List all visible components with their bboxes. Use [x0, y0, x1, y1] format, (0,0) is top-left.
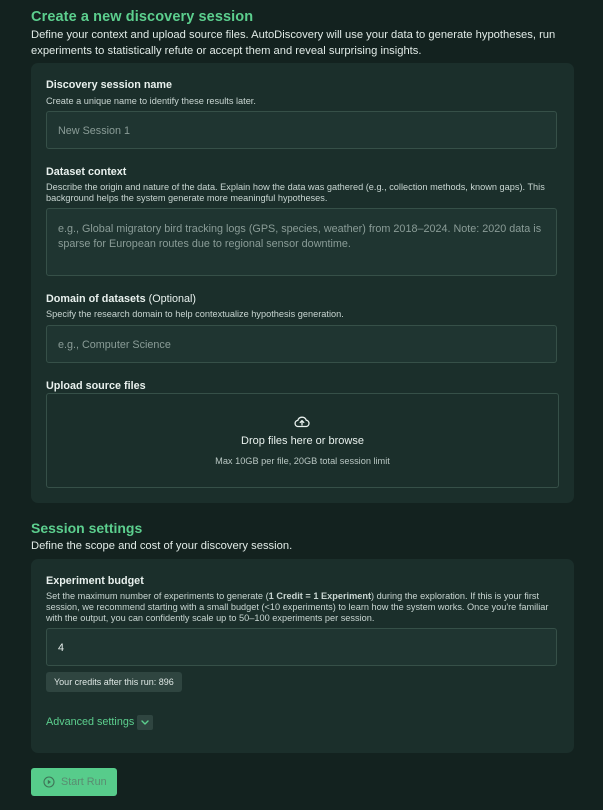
chevron-down-icon: [137, 715, 153, 730]
domain-label-text: Domain of datasets: [46, 293, 146, 305]
budget-description: [46, 591, 562, 625]
dataset-context-textarea[interactable]: [46, 208, 557, 276]
page-title: Create a new discovery session: [31, 9, 254, 25]
budget-value: 4: [58, 642, 65, 654]
budget-desc-post: ) during the exploration. If this is your first: [371, 591, 540, 601]
domain-label: [46, 293, 196, 305]
budget-desc-bold: 1 Credit = 1 Experiment: [268, 591, 372, 601]
dataset-context-placeholder-line-1: e.g., Global migratory bird tracking logs (GPS, species, weather) from 2018–2024. Note: 2020 data is: [58, 223, 542, 235]
budget-input[interactable]: [46, 628, 557, 666]
budget-description-line-2: session, we recommend starting with a small budget (<10 experiments) to learn how the system works. Once you're familiar: [46, 602, 549, 613]
domain-optional-tag: (Optional): [148, 293, 196, 305]
session-name-placeholder: New Session 1: [58, 125, 131, 137]
settings-intro: Define the scope and cost of your discovery session.: [31, 540, 293, 552]
domain-description: Specify the research domain to help contextualize hypothesis generation.: [46, 309, 344, 319]
session-name-description: Create a unique name to identify these results later.: [46, 96, 256, 106]
start-run-label: Start Run: [61, 776, 107, 788]
dataset-context-description-line-2: background helps the system generate more meaningful hypotheses.: [46, 193, 328, 204]
budget-description-line-3: with the output, you can confidently scale up to 50–100 experiments per session.: [46, 613, 375, 624]
session-name-input[interactable]: [46, 111, 557, 149]
dataset-context-description: [46, 182, 562, 204]
domain-input[interactable]: [46, 325, 557, 363]
file-dropzone[interactable]: [46, 393, 559, 488]
advanced-settings-toggle[interactable]: Advanced settings: [46, 716, 135, 728]
page-intro: [31, 28, 571, 59]
play-circle-icon: [43, 776, 55, 788]
dataset-context-placeholder: [58, 222, 548, 252]
dataset-context-description-line-1: Describe the origin and nature of the data. Explain how the data was gathered (e.g., collection methods, known gaps). This: [46, 182, 545, 192]
budget-description-line-1: [46, 591, 562, 602]
dataset-context-placeholder-line-2: sparse for European routes due to regional sensor downtime.: [58, 238, 351, 250]
cloud-upload-icon: [293, 414, 311, 428]
intro-line-2: experiments to statistically refute or accept them and reveal surprising insights.: [31, 44, 422, 57]
advanced-settings-chevron[interactable]: [137, 715, 153, 730]
dataset-context-label: Dataset context: [46, 166, 127, 178]
intro-line-1: Define your context and upload source files. AutoDiscovery will use your data to generate hypotheses, run: [31, 29, 556, 41]
budget-label: Experiment budget: [46, 575, 144, 587]
credits-badge: Your credits after this run: 896: [46, 672, 182, 692]
domain-placeholder: e.g., Computer Science: [58, 339, 171, 351]
session-name-label: Discovery session name: [46, 79, 173, 91]
dropzone-title: Drop files here or browse: [241, 435, 364, 447]
upload-label: Upload source files: [46, 380, 146, 392]
budget-desc-pre: Set the maximum number of experiments to generate (: [46, 591, 269, 601]
settings-title: Session settings: [31, 520, 143, 536]
start-run-button[interactable]: [31, 768, 117, 796]
dropzone-limit: Max 10GB per file, 20GB total session limit: [215, 456, 390, 466]
